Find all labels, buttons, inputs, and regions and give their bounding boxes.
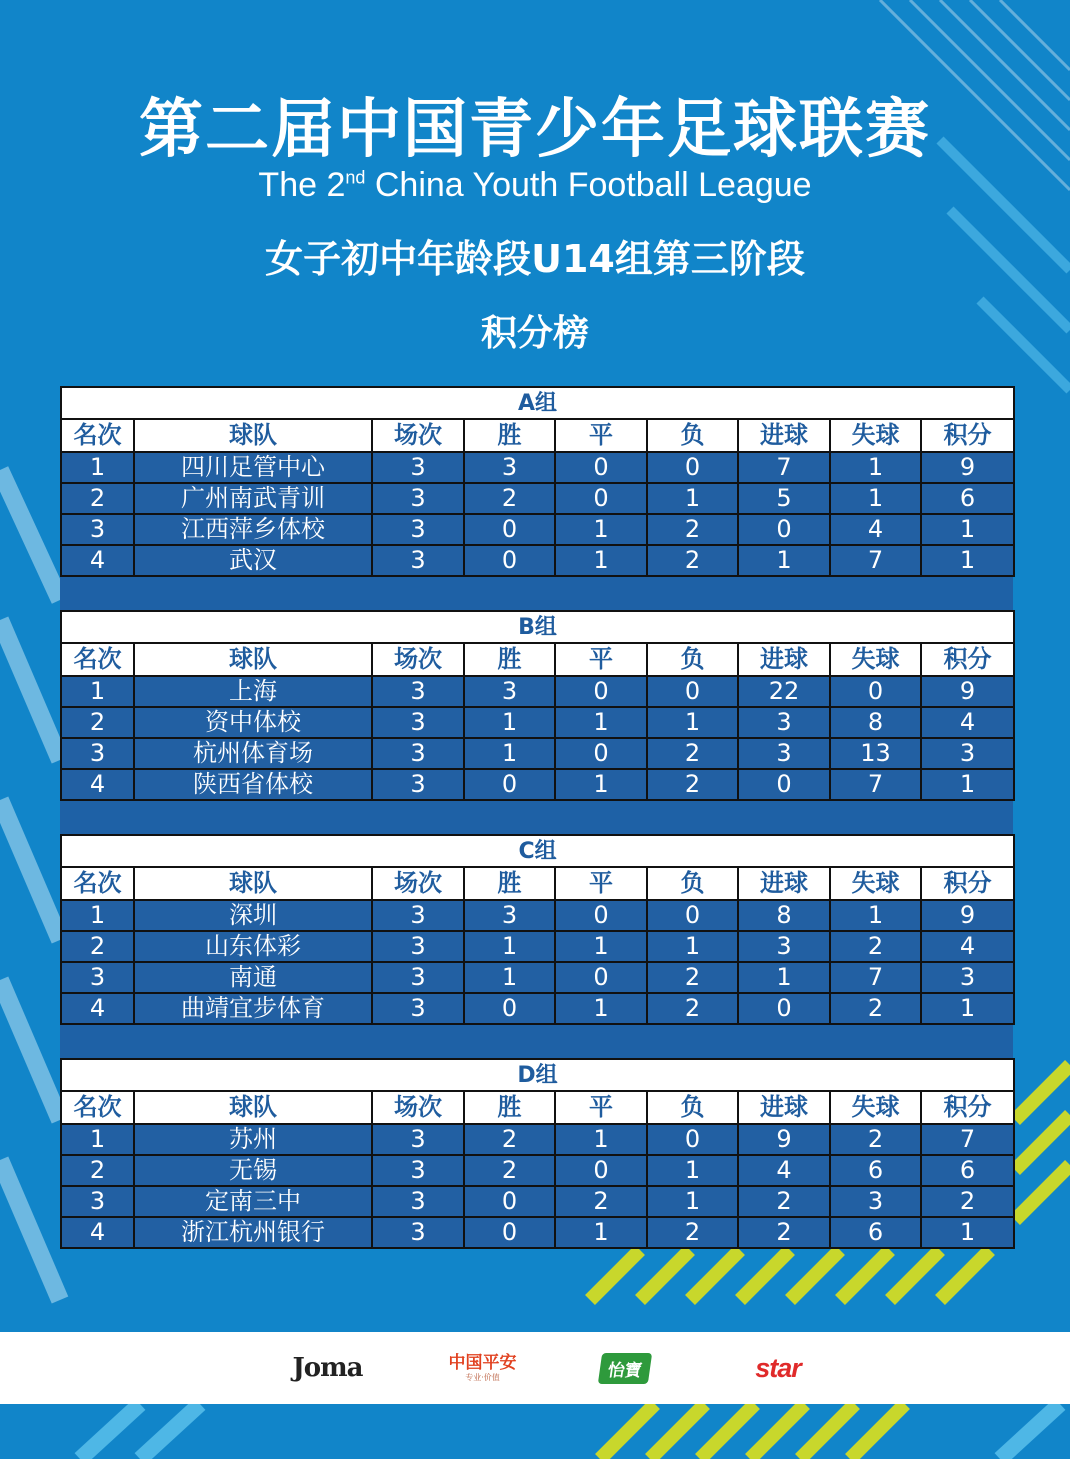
table-row — [61, 962, 1014, 993]
table-cell: 7 — [830, 545, 921, 576]
table-header-row — [61, 419, 1014, 452]
table-cell: 3 — [921, 962, 1014, 993]
table-cell: 3 — [372, 707, 464, 738]
page-title-english: The 2nd China Youth Football League — [258, 166, 812, 204]
table-cell: 0 — [647, 452, 738, 483]
column-header: 球队 — [134, 867, 372, 900]
standings-title: 积分榜 — [480, 313, 589, 354]
table-cell: 4 — [61, 545, 134, 576]
table-cell: 0 — [647, 900, 738, 931]
table-cell: 4 — [738, 1155, 830, 1186]
table-cell: 3 — [464, 452, 555, 483]
table-cell: 6 — [830, 1155, 921, 1186]
column-header: 场次 — [372, 419, 464, 452]
table-cell: 1 — [555, 993, 647, 1024]
group-separator — [60, 577, 1013, 610]
pingan-logo: 中国平安 专业·价值 — [448, 1353, 517, 1382]
column-header: 失球 — [830, 643, 921, 676]
table-row — [61, 1217, 1014, 1248]
table-cell: 0 — [464, 1217, 555, 1248]
table-cell: 1 — [921, 514, 1014, 545]
table-cell: 1 — [61, 1124, 134, 1155]
table-cell: 8 — [830, 707, 921, 738]
table-cell: 2 — [555, 1186, 647, 1217]
table-cell: 1 — [464, 931, 555, 962]
table-cell: 9 — [921, 452, 1014, 483]
star-logo: star — [755, 1352, 801, 1383]
column-header: 胜 — [464, 867, 555, 900]
table-row — [61, 738, 1014, 769]
table-row — [61, 1186, 1014, 1217]
table-cell: 0 — [464, 545, 555, 576]
table-cell: 9 — [738, 1124, 830, 1155]
table-cell: 2 — [647, 962, 738, 993]
column-header: 名次 — [61, 867, 134, 900]
table-row — [61, 993, 1014, 1024]
table-cell: 1 — [830, 900, 921, 931]
table-cell: 1 — [830, 452, 921, 483]
column-header: 进球 — [738, 1091, 830, 1124]
table-cell: 7 — [830, 769, 921, 800]
table-header-row — [61, 1091, 1014, 1124]
table-cell: 资中体校 — [134, 707, 372, 738]
table-cell: 7 — [830, 962, 921, 993]
column-header: 场次 — [372, 1091, 464, 1124]
column-header: 名次 — [61, 419, 134, 452]
group-table — [60, 1058, 1015, 1249]
table-cell: 1 — [555, 769, 647, 800]
page-title: 第二届中国青少年足球联赛 — [139, 93, 931, 167]
group-separator — [60, 1025, 1013, 1058]
table-cell: 1 — [61, 452, 134, 483]
table-cell: 3 — [61, 962, 134, 993]
table-cell: 南通 — [134, 962, 372, 993]
table-cell: 浙江杭州银行 — [134, 1217, 372, 1248]
column-header: 平 — [555, 1091, 647, 1124]
table-cell: 4 — [921, 707, 1014, 738]
table-row — [61, 676, 1014, 707]
table-cell: 2 — [647, 738, 738, 769]
table-cell: 3 — [372, 483, 464, 514]
column-header: 积分 — [921, 419, 1014, 452]
table-cell: 陕西省体校 — [134, 769, 372, 800]
column-header: 球队 — [134, 419, 372, 452]
page-subtitle: 女子初中年龄段U14组第三阶段 — [265, 237, 805, 281]
table-cell: 2 — [61, 931, 134, 962]
table-cell: 无锡 — [134, 1155, 372, 1186]
table-cell: 1 — [921, 545, 1014, 576]
table-cell: 2 — [738, 1186, 830, 1217]
column-header: 进球 — [738, 643, 830, 676]
table-cell: 1 — [555, 1124, 647, 1155]
table-cell: 曲靖宜步体育 — [134, 993, 372, 1024]
table-cell: 3 — [61, 514, 134, 545]
table-cell: 1 — [555, 545, 647, 576]
yibao-logo: 怡寶 — [590, 1332, 660, 1404]
table-cell: 2 — [647, 769, 738, 800]
table-cell: 1 — [61, 900, 134, 931]
table-cell: 0 — [555, 483, 647, 514]
table-row — [61, 1124, 1014, 1155]
table-cell: 0 — [555, 900, 647, 931]
table-cell: 3 — [464, 676, 555, 707]
column-header: 平 — [555, 643, 647, 676]
table-cell: 3 — [372, 1124, 464, 1155]
table-cell: 3 — [372, 931, 464, 962]
table-cell: 2 — [830, 993, 921, 1024]
table-cell: 3 — [372, 452, 464, 483]
table-cell: 0 — [555, 452, 647, 483]
joma-logo: Joma — [292, 1353, 363, 1383]
table-cell: 0 — [738, 993, 830, 1024]
table-cell: 1 — [921, 769, 1014, 800]
table-cell: 江西萍乡体校 — [134, 514, 372, 545]
table-cell: 0 — [555, 676, 647, 707]
table-cell: 2 — [830, 931, 921, 962]
column-header: 负 — [647, 867, 738, 900]
column-header: 球队 — [134, 643, 372, 676]
table-cell: 4 — [61, 1217, 134, 1248]
group-name: A组 — [61, 387, 1014, 419]
table-row — [61, 514, 1014, 545]
table-cell: 2 — [61, 483, 134, 514]
table-cell: 定南三中 — [134, 1186, 372, 1217]
column-header: 负 — [647, 1091, 738, 1124]
table-cell: 5 — [738, 483, 830, 514]
table-cell: 1 — [647, 1186, 738, 1217]
table-cell: 4 — [921, 931, 1014, 962]
column-header: 胜 — [464, 643, 555, 676]
column-header: 场次 — [372, 643, 464, 676]
table-cell: 1 — [738, 962, 830, 993]
column-header: 进球 — [738, 419, 830, 452]
sponsor-bar — [0, 1332, 1070, 1404]
table-cell: 1 — [464, 707, 555, 738]
group-name: B组 — [61, 611, 1014, 643]
table-cell: 3 — [830, 1186, 921, 1217]
table-cell: 4 — [61, 769, 134, 800]
table-cell: 2 — [464, 1124, 555, 1155]
table-cell: 0 — [647, 1124, 738, 1155]
table-header-row — [61, 867, 1014, 900]
table-row — [61, 1155, 1014, 1186]
column-header: 积分 — [921, 1091, 1014, 1124]
table-cell: 1 — [647, 931, 738, 962]
group-separator — [60, 801, 1013, 834]
table-cell: 3 — [372, 769, 464, 800]
table-cell: 1 — [647, 483, 738, 514]
table-cell: 7 — [738, 452, 830, 483]
table-cell: 上海 — [134, 676, 372, 707]
table-cell: 2 — [738, 1217, 830, 1248]
table-cell: 2 — [647, 545, 738, 576]
table-cell: 2 — [647, 993, 738, 1024]
column-header: 平 — [555, 867, 647, 900]
table-cell: 13 — [830, 738, 921, 769]
table-cell: 苏州 — [134, 1124, 372, 1155]
column-header: 负 — [647, 643, 738, 676]
table-cell: 1 — [647, 1155, 738, 1186]
table-cell: 0 — [555, 962, 647, 993]
table-cell: 1 — [464, 738, 555, 769]
table-cell: 8 — [738, 900, 830, 931]
table-cell: 3 — [372, 1155, 464, 1186]
table-cell: 2 — [830, 1124, 921, 1155]
column-header: 平 — [555, 419, 647, 452]
table-cell: 1 — [555, 1217, 647, 1248]
table-cell: 3 — [372, 1186, 464, 1217]
column-header: 失球 — [830, 419, 921, 452]
table-cell: 3 — [61, 1186, 134, 1217]
table-cell: 3 — [372, 900, 464, 931]
column-header: 积分 — [921, 643, 1014, 676]
column-header: 胜 — [464, 419, 555, 452]
table-cell: 0 — [464, 1186, 555, 1217]
table-cell: 2 — [647, 514, 738, 545]
table-row — [61, 900, 1014, 931]
table-cell: 3 — [372, 993, 464, 1024]
table-cell: 1 — [738, 545, 830, 576]
table-cell: 0 — [555, 738, 647, 769]
table-cell: 9 — [921, 676, 1014, 707]
table-row — [61, 931, 1014, 962]
table-cell: 广州南武青训 — [134, 483, 372, 514]
table-cell: 3 — [61, 738, 134, 769]
column-header: 进球 — [738, 867, 830, 900]
table-cell: 3 — [738, 931, 830, 962]
table-cell: 4 — [830, 514, 921, 545]
column-header: 负 — [647, 419, 738, 452]
table-cell: 2 — [464, 483, 555, 514]
group-table — [60, 610, 1015, 801]
table-cell: 深圳 — [134, 900, 372, 931]
table-row — [61, 707, 1014, 738]
column-header: 失球 — [830, 1091, 921, 1124]
standings-tables — [60, 386, 1013, 1249]
table-cell: 6 — [921, 483, 1014, 514]
table-cell: 4 — [61, 993, 134, 1024]
column-header: 积分 — [921, 867, 1014, 900]
table-cell: 0 — [647, 676, 738, 707]
table-cell: 四川足管中心 — [134, 452, 372, 483]
table-cell: 0 — [464, 769, 555, 800]
group-table — [60, 834, 1015, 1025]
table-row — [61, 452, 1014, 483]
table-cell: 山东体彩 — [134, 931, 372, 962]
table-cell: 2 — [61, 707, 134, 738]
table-cell: 3 — [464, 900, 555, 931]
table-cell: 1 — [555, 931, 647, 962]
table-cell: 1 — [921, 1217, 1014, 1248]
table-row — [61, 769, 1014, 800]
column-header: 失球 — [830, 867, 921, 900]
table-cell: 0 — [464, 514, 555, 545]
table-row — [61, 545, 1014, 576]
column-header: 名次 — [61, 643, 134, 676]
table-cell: 1 — [647, 707, 738, 738]
table-cell: 3 — [372, 962, 464, 993]
group-name: D组 — [61, 1059, 1014, 1091]
table-cell: 杭州体育场 — [134, 738, 372, 769]
table-header-row — [61, 643, 1014, 676]
table-cell: 3 — [738, 707, 830, 738]
table-cell: 武汉 — [134, 545, 372, 576]
table-cell: 2 — [464, 1155, 555, 1186]
group-name: C组 — [61, 835, 1014, 867]
table-cell: 3 — [372, 676, 464, 707]
table-cell: 6 — [830, 1217, 921, 1248]
table-row — [61, 483, 1014, 514]
group-table — [60, 386, 1015, 577]
table-cell: 6 — [921, 1155, 1014, 1186]
table-cell: 1 — [61, 676, 134, 707]
table-cell: 0 — [830, 676, 921, 707]
column-header: 名次 — [61, 1091, 134, 1124]
table-cell: 1 — [555, 514, 647, 545]
table-cell: 3 — [921, 738, 1014, 769]
table-cell: 0 — [464, 993, 555, 1024]
column-header: 场次 — [372, 867, 464, 900]
column-header: 胜 — [464, 1091, 555, 1124]
table-cell: 2 — [921, 1186, 1014, 1217]
table-cell: 0 — [555, 1155, 647, 1186]
table-cell: 1 — [555, 707, 647, 738]
table-cell: 3 — [372, 514, 464, 545]
table-cell: 1 — [464, 962, 555, 993]
table-cell: 0 — [738, 514, 830, 545]
table-cell: 3 — [738, 738, 830, 769]
table-cell: 9 — [921, 900, 1014, 931]
table-cell: 1 — [830, 483, 921, 514]
table-cell: 1 — [921, 993, 1014, 1024]
table-cell: 3 — [372, 738, 464, 769]
table-cell: 2 — [647, 1217, 738, 1248]
table-cell: 2 — [61, 1155, 134, 1186]
table-cell: 7 — [921, 1124, 1014, 1155]
table-cell: 22 — [738, 676, 830, 707]
table-cell: 3 — [372, 545, 464, 576]
table-cell: 3 — [372, 1217, 464, 1248]
column-header: 球队 — [134, 1091, 372, 1124]
table-cell: 0 — [738, 769, 830, 800]
